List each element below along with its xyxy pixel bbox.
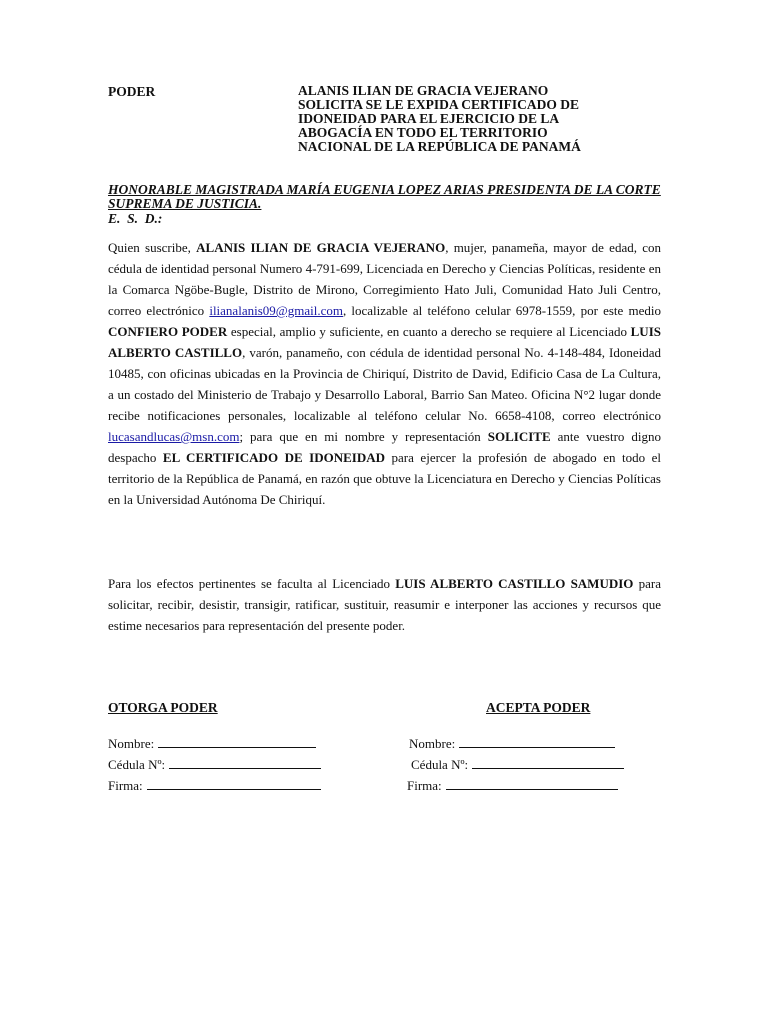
attorney-nombre-field xyxy=(409,736,615,752)
text: ante vuestro digno despacho xyxy=(108,429,661,465)
subject-line: NACIONAL DE LA REPÚBLICA DE PANAMÁ xyxy=(298,139,581,154)
nombre-label: Nombre: xyxy=(409,736,456,751)
attorney-cedula-field xyxy=(411,757,624,773)
text: , mujer, panameña, mayor de edad, con cédula de identidad personal Numero 4-791-699, Licenciada en Derecho y Ciencias Políticas, residente en la Comarca Ngöbe-Bugle, Distrito de Mirono, Corregimiento Hato Juli, Comunidad Hato Juli Centro, correo electrónico xyxy=(108,240,661,318)
addressee xyxy=(108,183,664,211)
text: Para los efectos pertinentes se faculta al Licenciado xyxy=(108,576,396,591)
subject-line: SOLICITA SE LE EXPIDA CERTIFICADO DE xyxy=(298,97,579,112)
certificate-name: EL CERTIFICADO DE IDONEIDAD xyxy=(162,450,386,465)
grantor-firma-field xyxy=(108,778,321,794)
body-paragraph-2 xyxy=(108,573,661,636)
acepta-poder-title: ACEPTA PODER xyxy=(486,700,591,715)
text: ; para que en mi nombre y representación xyxy=(239,429,488,444)
attorney-firma-field xyxy=(407,778,618,794)
text: especial, amplio y suficiente, en cuanto a derecho se requiere al Licenciado xyxy=(227,324,631,339)
firma-blank xyxy=(446,779,618,790)
attorney-full-name: LUIS ALBERTO CASTILLO SAMUDIO xyxy=(395,576,634,591)
subject-line: IDONEIDAD PARA EL EJERCICIO DE LA xyxy=(298,111,560,126)
document-subject xyxy=(298,84,581,154)
grantor-name: ALANIS ILIAN DE GRACIA VEJERANO xyxy=(196,240,446,255)
cedula-label: Cédula Nº: xyxy=(108,757,166,772)
cedula-label: Cédula Nº: xyxy=(411,757,469,772)
document-type-label: PODER xyxy=(108,84,156,99)
confiero-poder: CONFIERO PODER xyxy=(108,324,228,339)
email-link-attorney[interactable]: lucasandlucas@msn.com xyxy=(108,429,240,444)
cedula-blank xyxy=(472,758,624,769)
firma-label: Firma: xyxy=(108,778,143,793)
text: para solicitar, recibir, desistir, transigir, ratificar, sustituir, reasumir e interponer las acciones y recursos que estime necesarios para representación del presente poder. xyxy=(108,576,661,633)
solicite: SOLICITE xyxy=(487,429,551,444)
subject-line: ALANIS ILIAN DE GRACIA VEJERANO xyxy=(298,83,549,98)
text: , varón, panameño, con cédula de identidad personal No. 4-148-484, Idoneidad 10485, con oficinas ubicadas en la Provincia de Chiriquí, Distrito de David, Edificio Casa de La Cultura, a un costado del Ministerio de Trabajo y Desarrollo Laboral, Barrio San Mateo. Oficina N°2 lugar donde recibe notificaciones personales, localizable al teléfono celular No. 6658-4108, correo electrónico xyxy=(108,345,661,423)
grantor-cedula-field xyxy=(108,757,321,773)
nombre-label: Nombre: xyxy=(108,736,155,751)
cedula-blank xyxy=(169,758,321,769)
otorga-poder-title: OTORGA PODER xyxy=(108,700,218,715)
attorney-name: LUIS ALBERTO CASTILLO xyxy=(108,324,661,360)
nombre-blank xyxy=(459,737,615,748)
firma-blank xyxy=(147,779,321,790)
text: Quien suscribe, xyxy=(108,240,197,255)
esd-salutation: E. S. D.: xyxy=(108,211,163,226)
addressee-line: HONORABLE MAGISTRADA MARÍA EUGENIA LOPEZ ARIAS PRESIDENTA DE LA CORTE SUPREMA DE JUSTICIA. xyxy=(108,182,661,211)
subject-line: ABOGACÍA EN TODO EL TERRITORIO xyxy=(298,125,548,140)
text: , localizable al teléfono celular 6978-1559, por este medio xyxy=(342,303,661,318)
text: para ejercer la profesión de abogado en todo el territorio de la República de Panamá, en razón que obtuve la Licenciatura en Derecho y Ciencias Políticas en la Universidad Autónoma De Chiriquí. xyxy=(108,450,662,507)
grantor-nombre-field xyxy=(108,736,316,752)
firma-label: Firma: xyxy=(407,778,442,793)
body-paragraph-1 xyxy=(108,237,661,510)
email-link-grantor[interactable]: ilianalanis09@gmail.com xyxy=(209,303,343,318)
nombre-blank xyxy=(158,737,316,748)
